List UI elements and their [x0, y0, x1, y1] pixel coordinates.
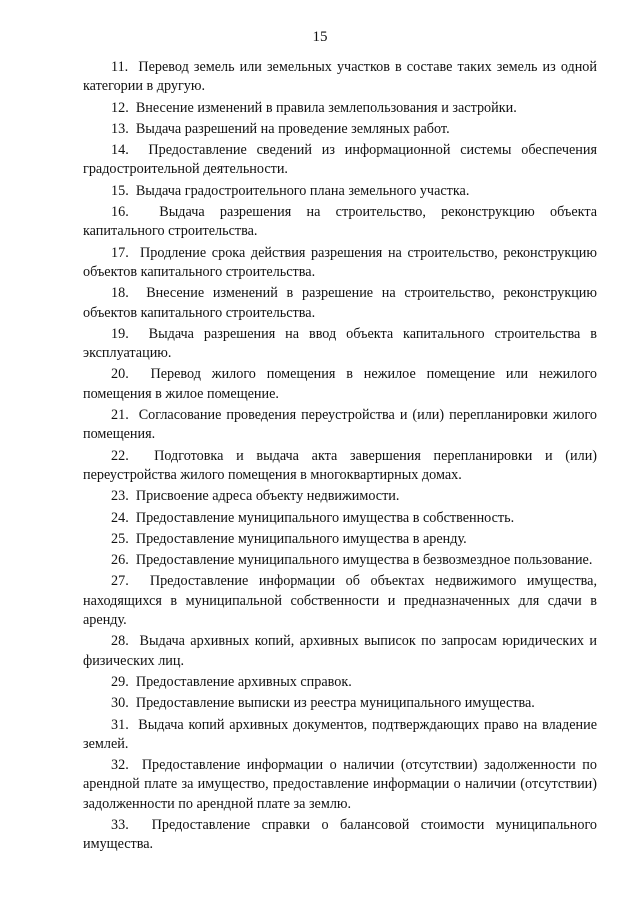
list-item: [83, 551, 597, 570]
list-item: [83, 673, 597, 692]
item-number: 30.: [111, 695, 129, 712]
item-text: Предоставление муниципального имущества в собственность.: [135, 509, 515, 526]
list-item: [83, 632, 597, 671]
item-number: 15.: [111, 182, 129, 199]
item-text: Выдача копий архивных документов, подтверждающих право на владение землей.: [83, 716, 597, 752]
item-text: Перевод земель или земельных участков в составе таких земель из одной категории в другую.: [83, 59, 597, 95]
list-item: [83, 406, 597, 445]
item-text: Согласование проведения переустройства и (или) перепланировки жилого помещения.: [83, 407, 597, 443]
item-number: 19.: [111, 325, 129, 342]
item-number: 25.: [111, 530, 129, 547]
list-item: [83, 694, 597, 713]
item-number: 32.: [111, 757, 129, 774]
item-number: 23.: [111, 488, 129, 505]
item-text: Предоставление выписки из реестра муниципального имущества.: [135, 695, 535, 712]
item-number: 21.: [111, 407, 129, 424]
item-text: Выдача разрешения на ввод объекта капитального строительства в эксплуатацию.: [83, 325, 597, 362]
list-item: [83, 182, 597, 201]
list-item: [83, 284, 597, 323]
list-item: [83, 203, 597, 242]
list-item: [83, 816, 597, 855]
item-number: 24.: [111, 509, 129, 526]
item-number: 20.: [111, 366, 129, 383]
item-number: 29.: [111, 673, 129, 690]
item-text: Выдача разрешения на строительство, реконструкцию объекта капитального строительства.: [83, 204, 598, 240]
list-item: [83, 572, 597, 630]
item-text: Предоставление муниципального имущества в безвозмездное пользование.: [135, 552, 593, 569]
item-text: Внесение изменений в разрешение на строительство, реконструкцию объектов капитального строительства.: [83, 285, 597, 321]
item-number: 22.: [111, 447, 129, 464]
item-number: 18.: [111, 285, 129, 302]
list-item: [83, 756, 597, 814]
item-number: 11.: [111, 59, 129, 75]
item-number: 28.: [111, 633, 129, 650]
item-text: Предоставление информации о наличии (отсутствии) задолженности по арендной плате за имущество, предоставление информации о наличии (отсутствии) задолженности по арендной плате за землю.: [83, 757, 597, 812]
item-number: 27.: [111, 573, 129, 590]
list-item: [83, 447, 597, 486]
item-number: 33.: [111, 816, 129, 833]
list-item: [83, 58, 597, 97]
item-number: 13.: [111, 120, 129, 137]
list-item: [83, 530, 597, 549]
list-item: [83, 99, 597, 118]
item-number: 17.: [111, 244, 129, 261]
list-item: [83, 487, 597, 506]
item-text: Предоставление сведений из информационной системы обеспечения градостроительной деятельности.: [83, 142, 598, 178]
item-number: 31.: [111, 716, 129, 733]
list-item: [83, 716, 597, 755]
item-text: Предоставление архивных справок.: [135, 673, 352, 690]
item-text: Выдача разрешений на проведение земляных работ.: [135, 120, 450, 137]
item-text: Присвоение адреса объекту недвижимости.: [135, 488, 400, 505]
item-text: Внесение изменений в правила землепользования и застройки.: [135, 99, 517, 116]
page-number: 15: [312, 29, 328, 45]
list-item: [83, 325, 597, 364]
item-number: 26.: [111, 552, 129, 569]
item-text: Выдача градостроительного плана земельного участка.: [135, 182, 470, 199]
list-item: [83, 120, 597, 139]
list-item: [83, 509, 597, 528]
item-text: Предоставление справки о балансовой стоимости муниципального имущества.: [83, 816, 597, 853]
list-item: [83, 244, 597, 283]
item-text: Подготовка и выдача акта завершения перепланировки и (или) переустройства жилого помещения в многоквартирных домах.: [83, 447, 598, 483]
item-number: 14.: [111, 142, 129, 159]
item-text: Перевод жилого помещения в нежилое помещение или нежилого помещения в жилое помещение.: [83, 366, 598, 402]
item-text: Предоставление муниципального имущества в аренду.: [135, 530, 467, 547]
list-item: [83, 365, 597, 404]
item-number: 12.: [111, 99, 129, 116]
item-text: Выдача архивных копий, архивных выписок по запросам юридических и физических лиц.: [83, 633, 597, 669]
item-text: Предоставление информации об объектах недвижимого имущества, находящихся в муниципальной собственности и предназначенных для сдачи в аренду.: [83, 573, 598, 629]
services-list: [83, 58, 597, 857]
item-text: Продление срока действия разрешения на строительство, реконструкцию объектов капитального строительства.: [83, 244, 597, 280]
item-number: 16.: [111, 204, 129, 221]
list-item: [83, 141, 597, 180]
